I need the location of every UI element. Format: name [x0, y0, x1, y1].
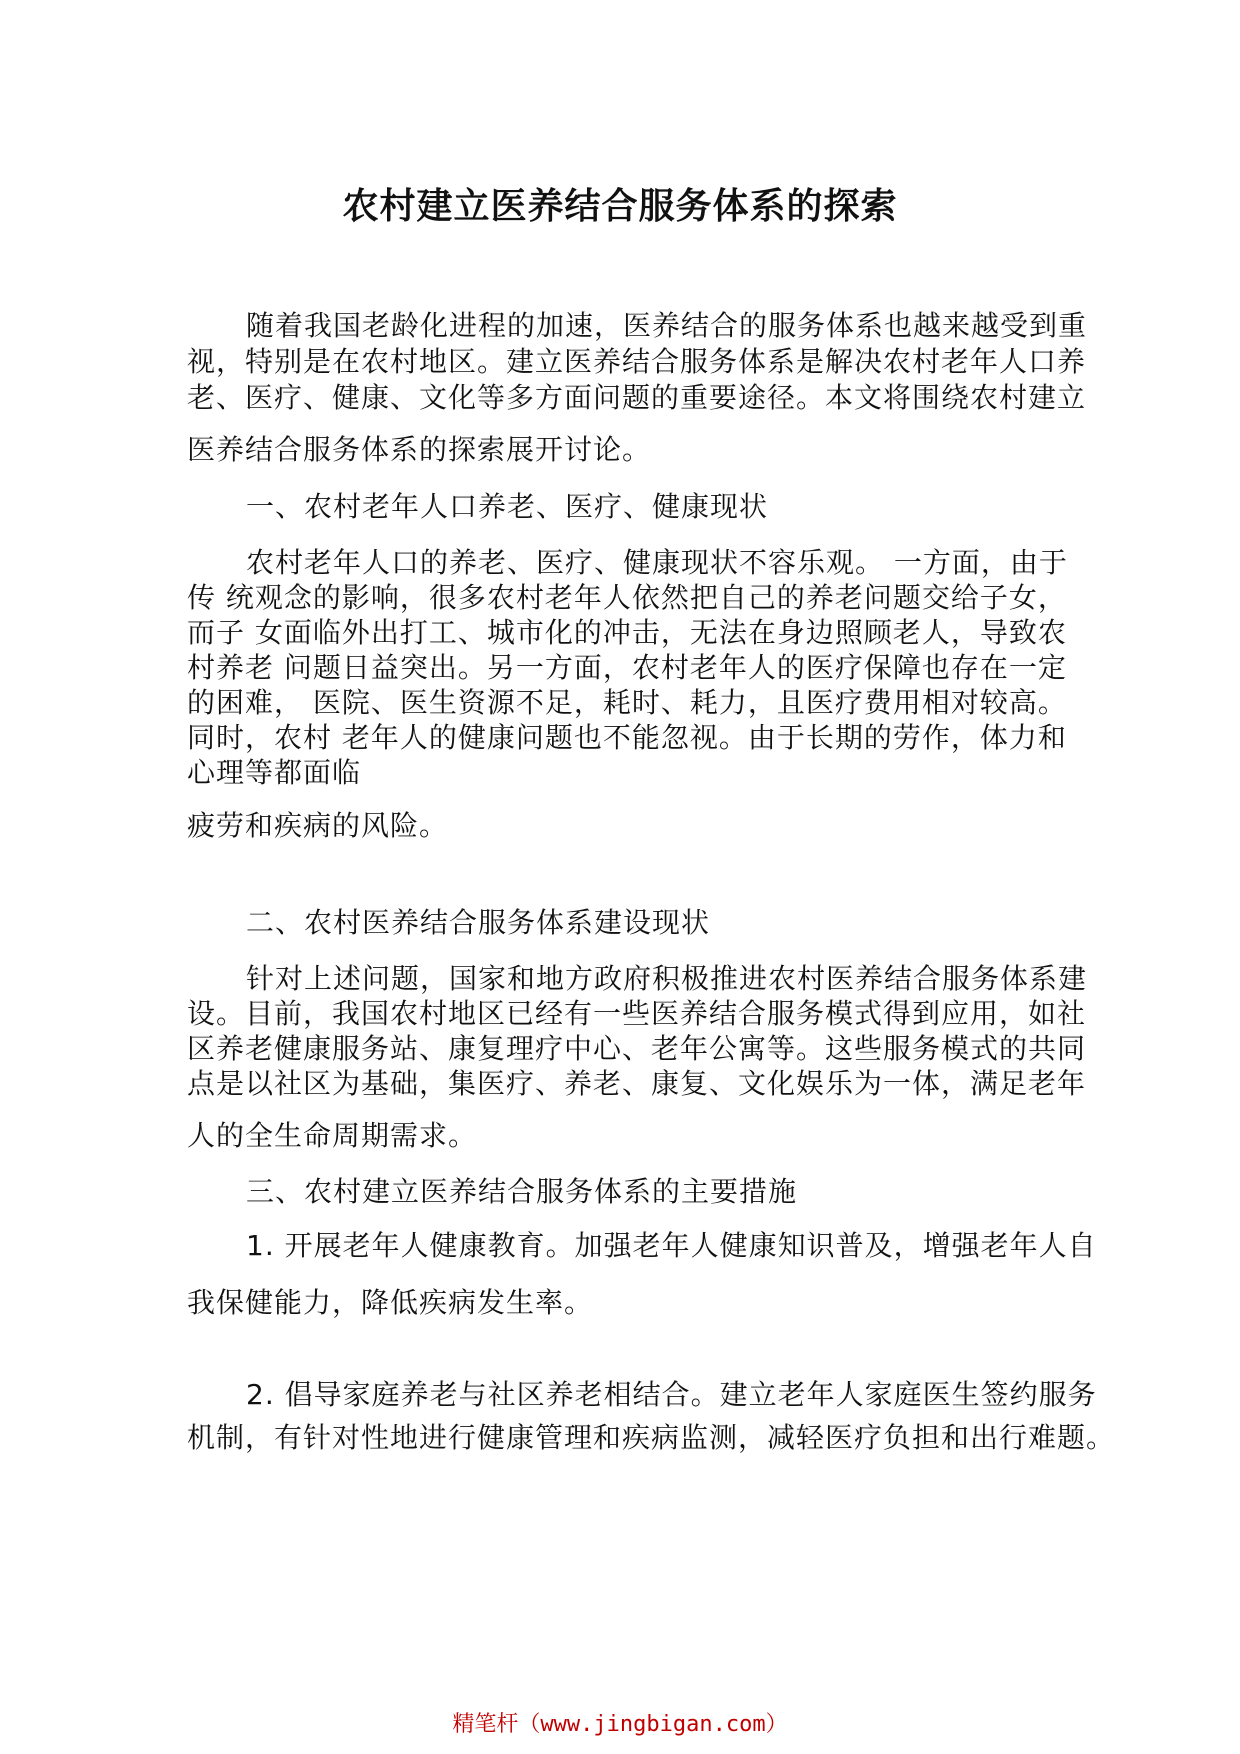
paragraph-line: 针对上述问题，国家和地方政府积极推进农村医养结合服务体系建: [246, 962, 1088, 995]
section-heading: 一、农村老年人口养老、医疗、健康现状: [246, 490, 769, 523]
paragraph-line: 设。目前，我国农村地区已经有一些医养结合服务模式得到应用，如社: [187, 997, 1087, 1030]
paragraph-line: 机制，有针对性地进行健康管理和疾病监测，减轻医疗负担和出行难题。: [187, 1421, 1116, 1454]
paragraph-line: 我保健能力，降低疾病发生率。: [187, 1286, 594, 1319]
paragraph-line: 农村老年人口的养老、医疗、健康现状不容乐观。 一方面，由于: [246, 546, 1068, 579]
paragraph-line: 点是以社区为基础，集医疗、养老、康复、文化娱乐为一体，满足老年: [187, 1067, 1087, 1100]
paragraph-line: 村养老 问题日益突出。另一方面，农村老年人的医疗保障也存在一定: [187, 651, 1067, 684]
paragraph-line: 老、医疗、健康、文化等多方面问题的重要途径。本文将围绕农村建立: [187, 381, 1087, 414]
paragraph-line: 传 统观念的影响，很多农村老年人依然把自己的养老问题交给子女，: [187, 581, 1067, 614]
paragraph-line: 心理等都面临: [187, 756, 362, 789]
paragraph-line: 医养结合服务体系的探索展开讨论。: [187, 433, 652, 466]
paragraph-line: 同时，农村 老年人的健康问题也不能忽视。由于长期的劳作，体力和: [187, 721, 1067, 754]
paragraph-line: 的困难， 医院、医生资源不足，耗时、耗力，且医疗费用相对较高。: [187, 686, 1067, 719]
footer-source: 精笔杆（www.jingbigan.com）: [452, 1712, 788, 1737]
paragraph-line: 疲劳和疾病的风险。: [187, 809, 449, 842]
paragraph-line: 而子 女面临外出打工、城市化的冲击，无法在身边照顾老人，导致农: [187, 616, 1067, 649]
document-title: 农村建立医养结合服务体系的探索: [342, 186, 898, 227]
paragraph-line: 随着我国老龄化进程的加速，医养结合的服务体系也越来越受到重: [246, 309, 1088, 342]
paragraph-line: 区养老健康服务站、康复理疗中心、老年公寓等。这些服务模式的共同: [187, 1032, 1087, 1065]
paragraph-line: 人的全生命周期需求。: [187, 1119, 478, 1152]
section-heading: 二、农村医养结合服务体系建设现状: [246, 906, 711, 939]
paragraph-line: 1. 开展老年人健康教育。加强老年人健康知识普及，增强老年人自: [246, 1229, 1097, 1262]
paragraph-line: 2. 倡导家庭养老与社区养老相结合。建立老年人家庭医生签约服务: [246, 1378, 1097, 1411]
section-heading: 三、农村建立医养结合服务体系的主要措施: [246, 1175, 798, 1208]
paragraph-line: 视，特别是在农村地区。建立医养结合服务体系是解决农村老年人口养: [187, 345, 1087, 378]
